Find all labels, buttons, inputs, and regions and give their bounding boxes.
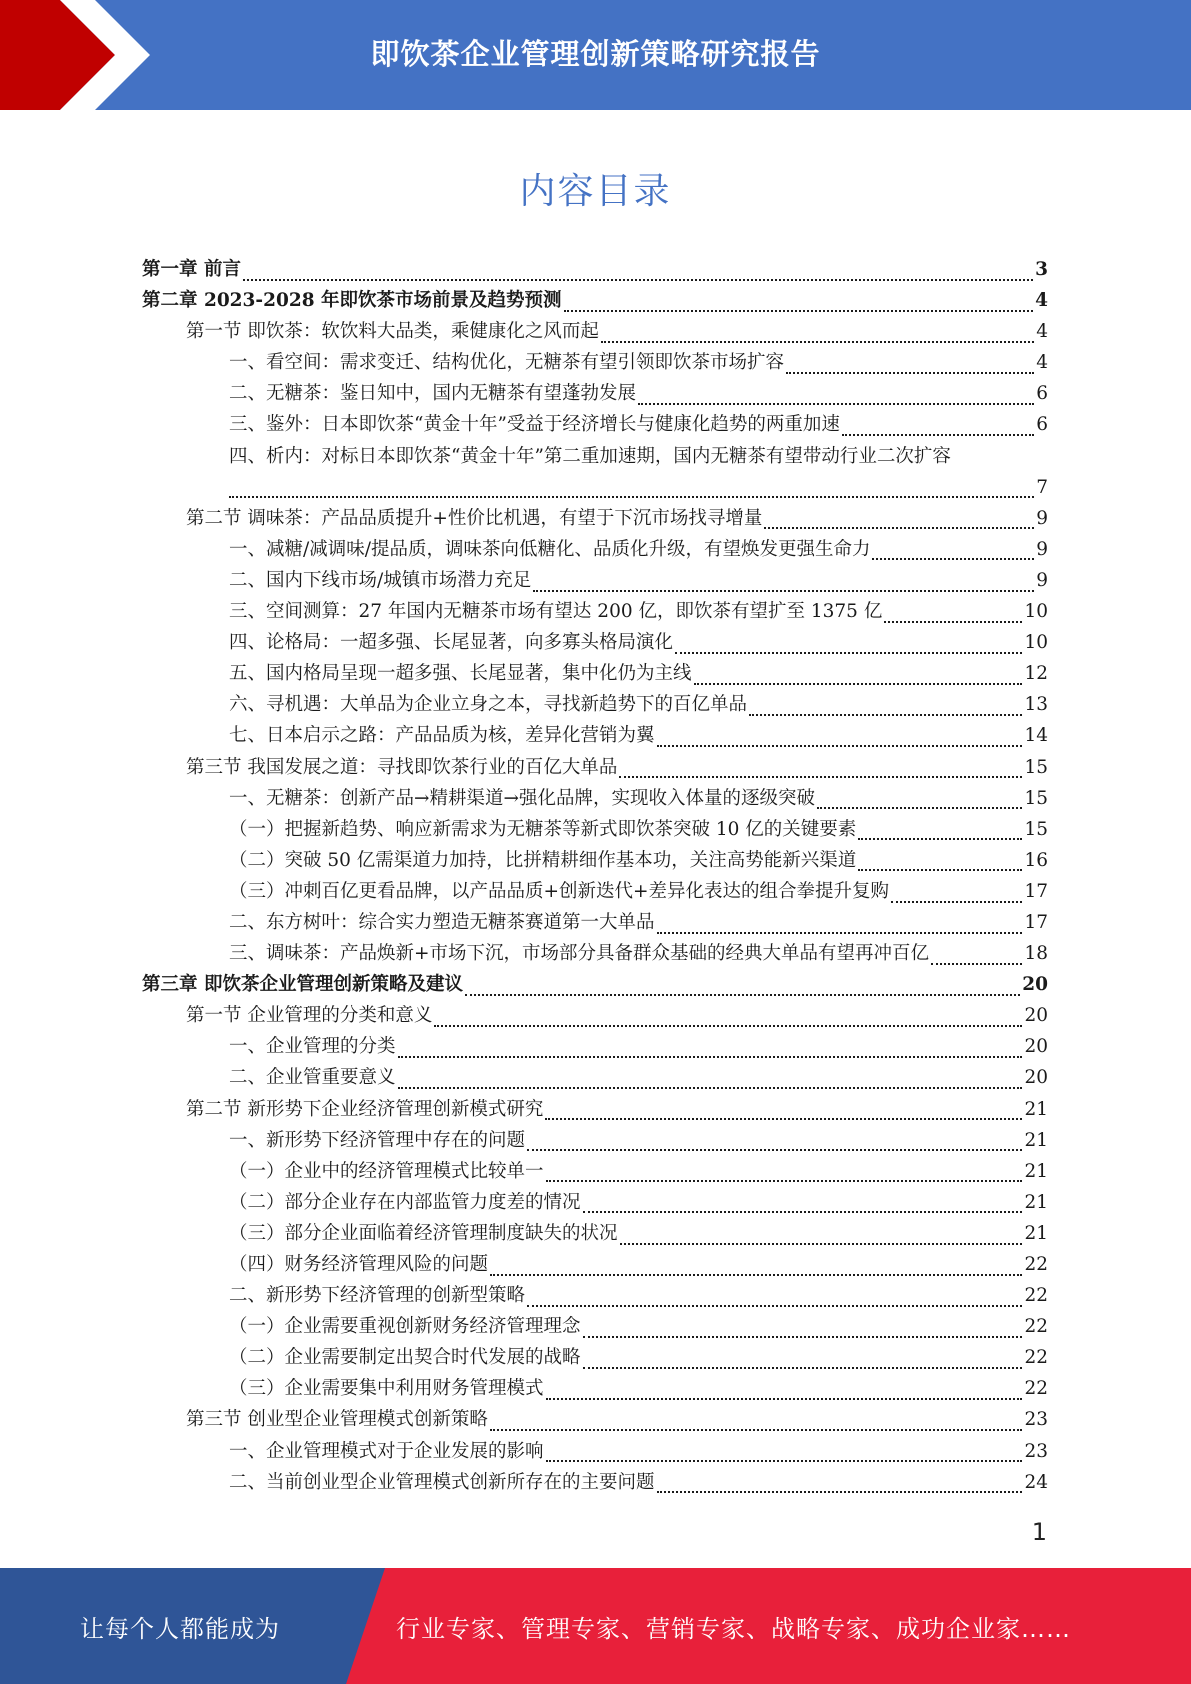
- toc-dot-leader: [638, 393, 1034, 405]
- toc-entry[interactable]: [142, 689, 1048, 720]
- toc-entry[interactable]: [142, 1218, 1048, 1249]
- page-number: 1: [1031, 1518, 1047, 1546]
- toc-entry-page: 17: [1024, 911, 1048, 933]
- toc-entry-page: 22: [1024, 1347, 1048, 1369]
- toc-entry[interactable]: [142, 752, 1048, 783]
- toc-entry-page: 3: [1035, 259, 1048, 280]
- toc-entry-label: （二）部分企业存在内部监管力度差的情况: [229, 1191, 581, 1213]
- toc-entry-page: 20: [1024, 1005, 1048, 1027]
- toc-entry-label: 一、无糖茶：创新产品→精耕渠道→强化品牌，实现收入体量的逐级突破: [229, 787, 816, 809]
- toc-entry-page: 14: [1024, 725, 1048, 747]
- toc-entry-label: （三）冲刺百亿更看品牌，以产品品质+创新迭代+差异化表达的组合拳提升复购: [229, 880, 890, 902]
- toc-entry-label: （三）企业需要集中利用财务管理模式: [229, 1378, 544, 1400]
- toc-entry[interactable]: [142, 503, 1048, 534]
- toc-entry[interactable]: [142, 876, 1048, 907]
- toc-entry-page: 22: [1024, 1285, 1048, 1307]
- toc-dot-leader: [527, 1295, 1022, 1307]
- toc-dot-leader: [620, 1232, 1023, 1244]
- toc-entry-label: （一）企业中的经济管理模式比较单一: [229, 1160, 544, 1182]
- toc-entry[interactable]: [142, 938, 1048, 969]
- toc-entry[interactable]: [142, 658, 1048, 689]
- toc-entry-label: 一、新形势下经济管理中存在的问题: [229, 1129, 526, 1151]
- toc-entry[interactable]: [142, 783, 1048, 814]
- toc-dot-leader: [546, 1450, 1023, 1462]
- toc-dot-leader: [490, 1419, 1023, 1431]
- toc-dot-leader: [931, 953, 1022, 965]
- toc-entry-page: 23: [1024, 1409, 1048, 1431]
- toc-entry[interactable]: [142, 596, 1048, 627]
- toc-entry-page: 21: [1024, 1191, 1048, 1213]
- toc-entry-label: 一、看空间：需求变迁、结构优化，无糖茶有望引领即饮茶市场扩容: [229, 352, 785, 374]
- toc-entry-label: 第一节 即饮茶：软饮料大品类，乘健康化之风而起: [186, 321, 599, 343]
- toc-entry-label: 一、企业管理模式对于企业发展的影响: [229, 1440, 544, 1462]
- toc-entry-label: 二、新形势下经济管理的创新型策略: [229, 1285, 526, 1307]
- toc-entry-label: 二、无糖茶：鉴日知中，国内无糖茶有望蓬勃发展: [229, 383, 637, 405]
- toc-dot-leader: [465, 984, 1020, 996]
- toc-entry[interactable]: [142, 1125, 1048, 1156]
- report-title: 即饮茶企业管理创新策略研究报告: [370, 36, 821, 71]
- toc-dot-leader: [786, 362, 1034, 374]
- toc-dot-leader: [398, 1046, 1023, 1058]
- toc-entry-page: 21: [1024, 1160, 1048, 1182]
- toc-dot-leader: [764, 517, 1034, 529]
- toc-entry-page: 9: [1036, 538, 1048, 560]
- toc-dot-leader: [842, 424, 1034, 436]
- toc-entry[interactable]: [142, 1373, 1048, 1404]
- toc-entry-page: 6: [1036, 414, 1048, 436]
- toc-entry-label: 三、调味茶：产品焕新+市场下沉，市场部分具备群众基础的经典大单品有望再冲百亿: [229, 943, 930, 965]
- toc-entry[interactable]: [142, 285, 1048, 316]
- toc-entry[interactable]: [142, 534, 1048, 565]
- toc-entry[interactable]: [142, 1000, 1048, 1031]
- toc-entry-page: 18: [1024, 943, 1048, 965]
- toc-entry-page: 4: [1035, 290, 1048, 312]
- toc-entry[interactable]: [142, 1094, 1048, 1125]
- header-band: [0, 0, 1191, 110]
- toc-entry-page: 21: [1024, 1129, 1048, 1151]
- toc-dot-leader: [583, 1201, 1023, 1213]
- toc-entry-label: 五、国内格局呈现一超多强、长尾显著，集中化仍为主线: [229, 663, 692, 685]
- toc-entry-page: 6: [1036, 383, 1048, 405]
- toc-dot-leader: [583, 1357, 1023, 1369]
- toc-entry-page: 10: [1024, 601, 1048, 623]
- toc-entry[interactable]: [142, 1031, 1048, 1062]
- toc-entry-label: 一、企业管理的分类: [229, 1036, 396, 1058]
- toc-entry-page: 22: [1024, 1378, 1048, 1400]
- toc-dot-leader: [533, 579, 1034, 591]
- toc-entry-label: 第三节 我国发展之道：寻找即饮茶行业的百亿大单品: [186, 756, 618, 778]
- toc-entry-label: 二、企业管重要意义: [229, 1067, 396, 1089]
- toc-entry-label: 第三节 创业型企业管理模式创新策略: [186, 1409, 488, 1431]
- toc-title: 内容目录: [519, 171, 672, 212]
- toc-entry[interactable]: [142, 1249, 1048, 1280]
- toc-entry-label: （一）企业需要重视创新财务经济管理理念: [229, 1316, 581, 1338]
- toc-dot-leader: [657, 735, 1023, 747]
- toc-entry[interactable]: [142, 1156, 1048, 1187]
- toc-entry-page: 23: [1024, 1440, 1048, 1462]
- toc-entry-label: 四、析内：对标日本即饮茶“黄金十年”第二重加速期，国内无糖茶有望带动行业二次扩容: [229, 445, 951, 467]
- toc-entry-label: （四）财务经济管理风险的问题: [229, 1254, 489, 1275]
- toc-dot-leader: [490, 1263, 1022, 1275]
- toc-entry-label: 二、国内下线市场/城镇市场潜力充足: [229, 569, 532, 591]
- toc-entry-page: 4: [1036, 352, 1048, 374]
- toc-dot-leader: [398, 1077, 1023, 1089]
- toc-entry-label: 六、寻机遇：大单品为企业立身之本，寻找新趋势下的百亿单品: [229, 694, 748, 716]
- toc-entry-page: 20: [1024, 1036, 1048, 1058]
- toc-entry-page: 4: [1036, 321, 1048, 343]
- toc-entry-page: 9: [1036, 569, 1048, 591]
- toc-entry[interactable]: [142, 472, 1048, 503]
- toc-entry[interactable]: [142, 1404, 1048, 1435]
- toc-dot-leader: [884, 610, 1022, 622]
- toc-entry-label: 第二章 2023-2028 年即饮茶市场前景及趋势预测: [142, 290, 562, 312]
- toc-dot-leader: [657, 1481, 1023, 1493]
- toc-entry-page: 12: [1024, 663, 1048, 685]
- toc-entry-label: 第一节 企业管理的分类和意义: [186, 1005, 433, 1027]
- toc-entry-label: 三、鉴外：日本即饮茶“黄金十年”受益于经济增长与健康化趋势的两重加速: [229, 414, 840, 436]
- toc-entry-label: 第二节 新形势下企业经济管理创新模式研究: [186, 1098, 544, 1120]
- toc-entry[interactable]: [142, 845, 1048, 876]
- toc-entry[interactable]: [142, 565, 1048, 596]
- toc-entry[interactable]: [142, 1436, 1048, 1467]
- toc-entry-page: 10: [1024, 632, 1048, 654]
- toc-entry[interactable]: [142, 316, 1048, 347]
- toc-entry-label: 第二节 调味茶：产品品质提升+性价比机遇，有望于下沉市场找寻增量: [186, 507, 763, 529]
- toc-entry[interactable]: [142, 441, 1048, 472]
- toc-dot-leader: [858, 859, 1022, 871]
- toc-entry[interactable]: [142, 378, 1048, 409]
- toc-dot-leader: [858, 828, 1022, 840]
- toc-entry[interactable]: [142, 347, 1048, 378]
- toc-entry-page: 15: [1024, 787, 1048, 809]
- toc-dot-leader: [872, 548, 1034, 560]
- toc-entry-label: （二）企业需要制定出契合时代发展的战略: [229, 1347, 581, 1369]
- toc-entry[interactable]: [142, 814, 1048, 845]
- toc-entry-page: 24: [1024, 1471, 1048, 1493]
- toc-dot-leader: [817, 797, 1022, 809]
- toc-entry-label: 三、空间测算：27 年国内无糖茶市场有望达 200 亿，即饮茶有望扩至 1375 亿: [229, 601, 883, 623]
- toc-entry[interactable]: [142, 1342, 1048, 1373]
- toc-entry-page: 15: [1024, 756, 1048, 778]
- toc-entry-label: 一、减糖/减调味/提品质，调味茶向低糖化、品质化升级，有望焕发更强生命力: [229, 538, 871, 560]
- toc-entry[interactable]: [142, 254, 1048, 285]
- toc-entry[interactable]: [142, 907, 1048, 938]
- toc-entry-page: 20: [1024, 1067, 1048, 1089]
- toc-entry[interactable]: [142, 720, 1048, 751]
- toc-dot-leader: [675, 642, 1022, 654]
- toc-entry-label: （二）突破 50 亿需渠道力加持，比拼精耕细作基本功，关注高势能新兴渠道: [229, 849, 857, 871]
- toc-entry-page: 20: [1022, 974, 1048, 996]
- toc-entry-label: （一）把握新趋势、响应新需求为无糖茶等新式即饮茶突破 10 亿的关键要素: [229, 818, 857, 840]
- toc-dot-leader: [657, 921, 1023, 933]
- toc-entry-page: 7: [1036, 476, 1048, 498]
- toc-entry[interactable]: [142, 1062, 1048, 1093]
- footer-slogan-right: 行业专家、管理专家、营销专家、战略专家、成功企业家……: [396, 1614, 1071, 1643]
- toc-entry-page: 9: [1036, 507, 1048, 529]
- toc-entry-page: 17: [1024, 880, 1048, 902]
- toc-dot-leader: [546, 1388, 1023, 1400]
- toc-entry-page: 22: [1024, 1254, 1048, 1275]
- footer-slogan-left: 让每个人都能成为: [80, 1614, 280, 1643]
- toc-entry-label: （三）部分企业面临着经济管理制度缺失的状况: [229, 1222, 618, 1244]
- toc-entry[interactable]: [142, 627, 1048, 658]
- toc-entry-page: 21: [1024, 1098, 1048, 1120]
- toc-dot-leader: [545, 1108, 1022, 1120]
- toc-entry-page: 16: [1024, 849, 1048, 871]
- toc-entry-label: 七、日本启示之路：产品品质为核，差异化营销为翼: [229, 725, 655, 747]
- toc-dot-leader: [434, 1015, 1022, 1027]
- toc-entry-label: 二、当前创业型企业管理模式创新所存在的主要问题: [229, 1471, 655, 1493]
- toc-dot-leader: [564, 300, 1034, 312]
- table-of-contents: [142, 254, 1048, 1498]
- toc-dot-leader: [601, 331, 1034, 343]
- toc-entry[interactable]: [142, 1187, 1048, 1218]
- toc-entry-page: 22: [1024, 1316, 1048, 1338]
- toc-entry-label: 第三章 即饮茶企业管理创新策略及建议: [142, 974, 463, 996]
- toc-entry-label: 二、东方树叶：综合实力塑造无糖茶赛道第一大单品: [229, 911, 655, 933]
- toc-entry[interactable]: [142, 1467, 1048, 1498]
- footer-band: [0, 1568, 1191, 1684]
- toc-dot-leader: [749, 704, 1022, 716]
- toc-entry-page: 21: [1024, 1222, 1048, 1244]
- toc-dot-leader: [546, 1170, 1023, 1182]
- toc-entry[interactable]: [142, 409, 1048, 440]
- toc-entry-page: 13: [1024, 694, 1048, 716]
- toc-entry[interactable]: [142, 969, 1048, 1000]
- toc-dot-leader: [583, 1326, 1023, 1338]
- toc-dot-leader: [619, 766, 1022, 778]
- toc-entry[interactable]: [142, 1311, 1048, 1342]
- toc-entry-page: 15: [1024, 818, 1048, 840]
- toc-dot-leader: [694, 673, 1023, 685]
- toc-entry[interactable]: [142, 1280, 1048, 1311]
- toc-entry-label: 四、论格局：一超多强、长尾显著，向多寡头格局演化: [229, 632, 674, 654]
- toc-dot-leader: [527, 1139, 1022, 1151]
- toc-dot-leader: [891, 890, 1022, 902]
- toc-entry-label: 第一章 前言: [142, 259, 241, 280]
- toc-dot-leader: [243, 268, 1033, 280]
- toc-dot-leader: [229, 486, 1034, 498]
